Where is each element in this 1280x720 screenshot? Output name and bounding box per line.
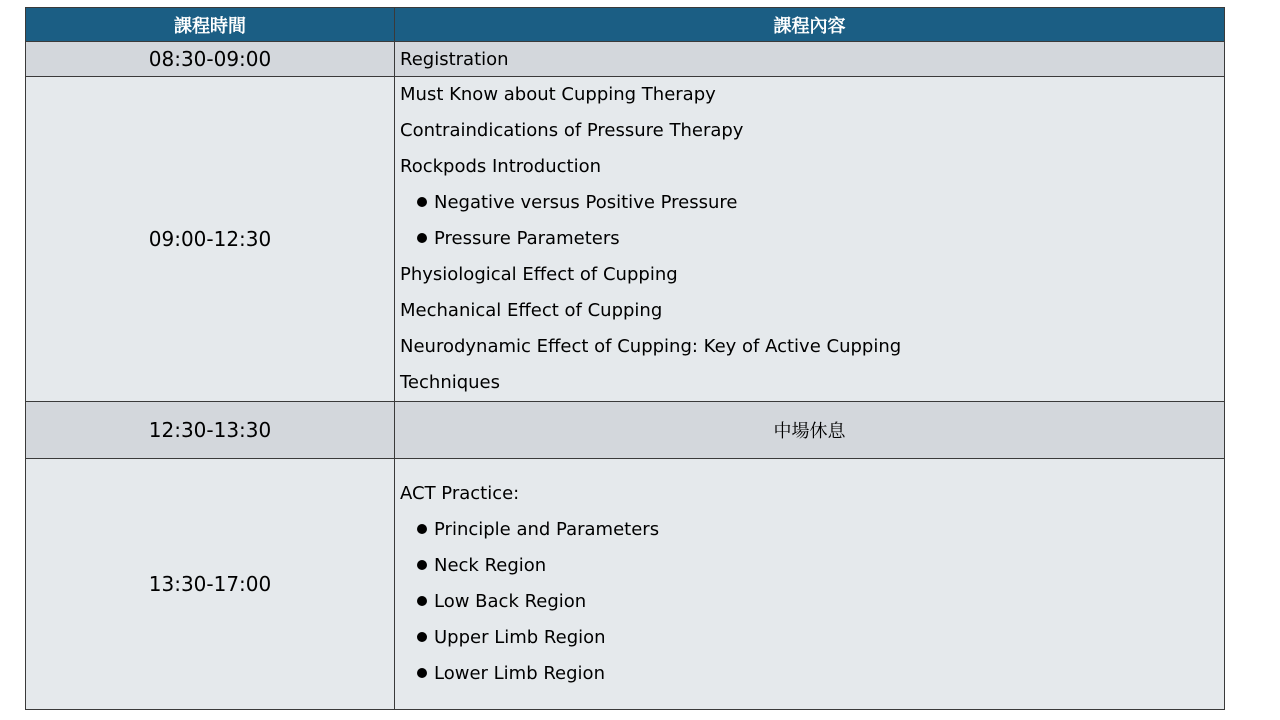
content-line-text: Must Know about Cupping Therapy [400, 84, 716, 105]
content-cell [395, 77, 1225, 402]
bullet-dot-icon [417, 233, 427, 243]
content-line [400, 149, 1224, 185]
bulleted-line [400, 185, 1224, 221]
table-header-row [26, 8, 1225, 42]
bulleted-line [400, 656, 1224, 692]
content-cell [395, 459, 1225, 710]
content-line [400, 365, 1224, 401]
content-line-text: Mechanical Effect of Cupping [400, 300, 663, 321]
content-line [400, 257, 1224, 293]
content-line-text: Rockpods Introduction [400, 156, 601, 177]
content-line-text: Low Back Region [434, 591, 587, 612]
break-label: 中場休息 [395, 402, 1225, 459]
header-course-content: 課程內容 [395, 8, 1225, 42]
content-line-text: Physiological Effect of Cupping [400, 264, 678, 285]
table-row-morning [26, 77, 1225, 402]
content-line: Registration [400, 48, 509, 70]
content-line-text: Contraindications of Pressure Therapy [400, 120, 744, 141]
bulleted-line [400, 548, 1224, 584]
content-line [400, 476, 1224, 512]
time-cell: 12:30-13:30 [26, 402, 395, 459]
content-line [400, 77, 1224, 113]
time-cell: 08:30-09:00 [26, 42, 395, 77]
bullet-dot-icon [417, 632, 427, 642]
bullet-dot-icon [417, 197, 427, 207]
content-list [400, 77, 1224, 401]
content-line-text: Upper Limb Region [434, 627, 606, 648]
bulleted-line [400, 221, 1224, 257]
content-line-text: Principle and Parameters [434, 519, 660, 540]
course-schedule-table [25, 7, 1225, 710]
bullet-dot-icon [417, 596, 427, 606]
table-row-registration [26, 42, 1225, 77]
time-cell: 13:30-17:00 [26, 459, 395, 710]
bulleted-line [400, 584, 1224, 620]
content-line-text: Neck Region [434, 555, 547, 576]
content-line-text: Neurodynamic Effect of Cupping: Key of Active Cupping [400, 336, 902, 357]
bullet-dot-icon [417, 560, 427, 570]
content-line-text: ACT Practice: [400, 483, 520, 504]
table-row-lunch-break [26, 402, 1225, 459]
content-line-text: Pressure Parameters [434, 228, 620, 249]
content-list [400, 476, 1224, 692]
content-line [400, 293, 1224, 329]
header-course-time: 課程時間 [26, 8, 395, 42]
content-cell [395, 42, 1225, 77]
bullet-dot-icon [417, 668, 427, 678]
bulleted-line [400, 512, 1224, 548]
content-line-text: Techniques [400, 372, 501, 393]
bullet-dot-icon [417, 524, 427, 534]
content-line [400, 329, 1224, 365]
content-line [400, 113, 1224, 149]
content-line-text: Lower Limb Region [434, 663, 605, 684]
content-line-text: Negative versus Positive Pressure [434, 192, 738, 213]
table-row-afternoon [26, 459, 1225, 710]
time-cell: 09:00-12:30 [26, 77, 395, 402]
bulleted-line [400, 620, 1224, 656]
